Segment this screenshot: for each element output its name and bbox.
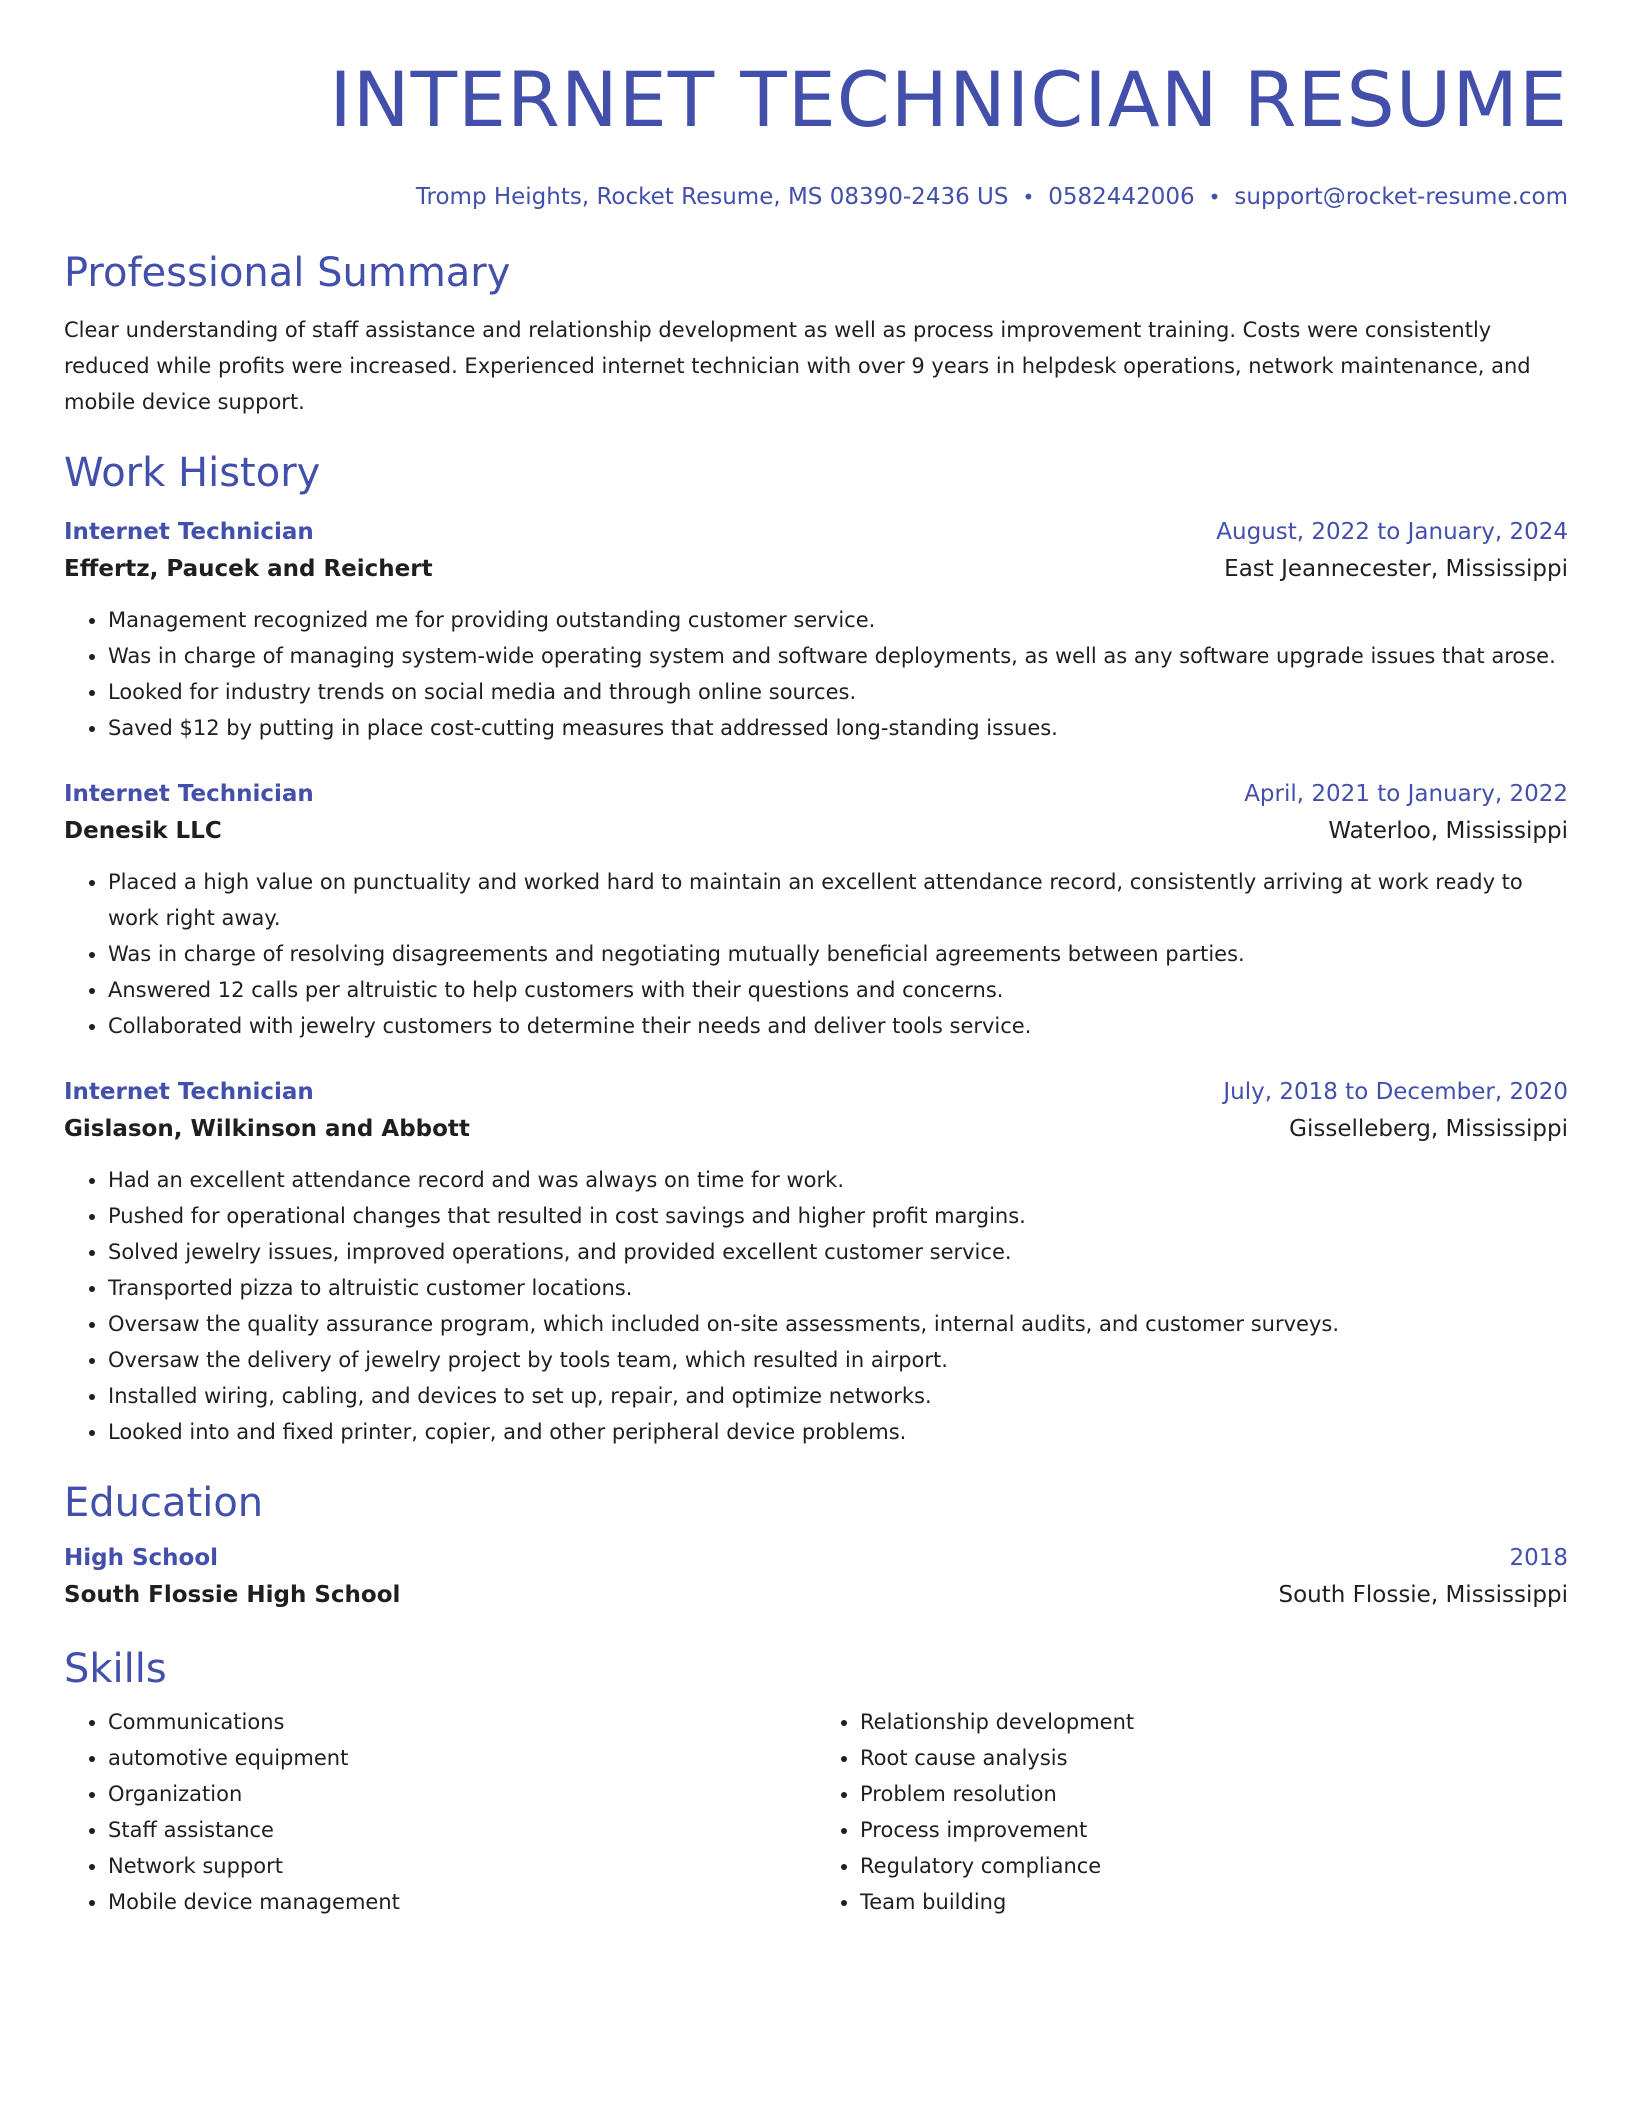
job-entry <box>64 776 1568 1044</box>
work-section <box>64 448 1568 1450</box>
list-item: • Network support <box>108 1848 816 1884</box>
education-school: South Flossie High School <box>64 1582 401 1608</box>
list-item: • Staff assistance <box>108 1812 816 1848</box>
summary-text: Clear understanding of staff assistance and relationship development as well as process improvement training. Costs were consistently reduced while profits were increased. Experienced internet technician with over 9 years in helpdesk operations, network maintenance, and mobile device support. <box>64 318 1531 414</box>
list-item: • Solved jewelry issues, improved operations, and provided excellent customer service. <box>108 1234 1568 1270</box>
resume-title: INTERNET TECHNICIAN RESUME <box>329 55 1568 144</box>
list-item: • Looked for industry trends on social media and through online sources. <box>108 674 1568 710</box>
contact-separator: • <box>1208 185 1221 209</box>
education-heading: Education <box>64 1480 264 1526</box>
education-entry <box>64 1540 1568 1614</box>
education-location: South Flossie, Mississippi <box>1278 1582 1568 1608</box>
job-dates: July, 2018 to December, 2020 <box>1223 1079 1568 1105</box>
job-header <box>64 514 1568 550</box>
job-title: Internet Technician <box>64 781 314 807</box>
list-item: • Placed a high value on punctuality and worked hard to maintain an excellent attendance record, consistently arriving at work ready to work right away. <box>108 864 1568 936</box>
list-item: • Relationship development <box>860 1704 1568 1740</box>
contact-line <box>64 182 1568 212</box>
list-item: • Answered 12 calls per altruistic to help customers with their questions and concerns. <box>108 972 1568 1008</box>
job-bullets <box>64 1162 1568 1450</box>
education-degree: High School <box>64 1545 219 1571</box>
education-subheader <box>64 1576 1568 1614</box>
list-item: • Collaborated with jewelry customers to determine their needs and deliver tools service. <box>108 1008 1568 1044</box>
job-location: Waterloo, Mississippi <box>1328 818 1568 844</box>
list-item: • Saved $12 by putting in place cost-cutting measures that addressed long-standing issues. <box>108 710 1568 746</box>
contact-separator: • <box>1022 185 1035 209</box>
job-company: Effertz, Paucek and Reichert <box>64 556 433 582</box>
job-location: Gisselleberg, Mississippi <box>1289 1116 1568 1142</box>
work-heading: Work History <box>64 450 321 496</box>
list-item: • Oversaw the quality assurance program, which included on-site assessments, internal audits, and customer surveys. <box>108 1306 1568 1342</box>
job-entry <box>64 514 1568 746</box>
summary-heading: Professional Summary <box>64 250 511 296</box>
list-item: • Was in charge of resolving disagreements and negotiating mutually beneficial agreements between parties. <box>108 936 1568 972</box>
job-header <box>64 776 1568 812</box>
education-section <box>64 1478 1568 1614</box>
education-year: 2018 <box>1509 1545 1568 1571</box>
list-item: • Team building <box>860 1884 1568 1920</box>
list-item: • Was in charge of managing system-wide operating system and software deployments, as well as any software upgrade issues that arose. <box>108 638 1568 674</box>
list-item: • Regulatory compliance <box>860 1848 1568 1884</box>
skills-grid <box>64 1704 1568 1920</box>
list-item: • Problem resolution <box>860 1776 1568 1812</box>
job-location: East Jeannecester, Mississippi <box>1224 556 1568 582</box>
list-item: • automotive equipment <box>108 1740 816 1776</box>
list-item: • Had an excellent attendance record and was always on time for work. <box>108 1162 1568 1198</box>
list-item: • Mobile device management <box>108 1884 816 1920</box>
contact-address: Tromp Heights, Rocket Resume, MS 08390-2436 US <box>415 184 1009 210</box>
education-header <box>64 1540 1568 1576</box>
job-company: Denesik LLC <box>64 818 222 844</box>
list-item: • Looked into and fixed printer, copier, and other peripheral device problems. <box>108 1414 1568 1450</box>
summary-section <box>64 248 1568 420</box>
job-subheader <box>64 812 1568 850</box>
skills-section <box>64 1644 1568 1920</box>
list-item: • Oversaw the delivery of jewelry project by tools team, which resulted in airport. <box>108 1342 1568 1378</box>
job-subheader <box>64 1110 1568 1148</box>
skills-list-left <box>64 1704 816 1920</box>
job-bullets <box>64 602 1568 746</box>
list-item: • Transported pizza to altruistic customer locations. <box>108 1270 1568 1306</box>
skills-heading: Skills <box>64 1646 167 1692</box>
contact-email: support@rocket-resume.com <box>1234 184 1568 210</box>
job-header <box>64 1074 1568 1110</box>
list-item: • Pushed for operational changes that resulted in cost savings and higher profit margins. <box>108 1198 1568 1234</box>
job-title: Internet Technician <box>64 519 314 545</box>
job-bullets <box>64 864 1568 1044</box>
contact-phone: 0582442006 <box>1048 184 1195 210</box>
list-item: • Root cause analysis <box>860 1740 1568 1776</box>
list-item: • Organization <box>108 1776 816 1812</box>
job-dates: April, 2021 to January, 2022 <box>1244 781 1568 807</box>
job-entry <box>64 1074 1568 1450</box>
list-item: • Management recognized me for providing outstanding customer service. <box>108 602 1568 638</box>
skills-list-right <box>816 1704 1568 1920</box>
list-item: • Communications <box>108 1704 816 1740</box>
job-subheader <box>64 550 1568 588</box>
list-item: • Process improvement <box>860 1812 1568 1848</box>
job-dates: August, 2022 to January, 2024 <box>1216 519 1568 545</box>
job-title: Internet Technician <box>64 1079 314 1105</box>
list-item: • Installed wiring, cabling, and devices to set up, repair, and optimize networks. <box>108 1378 1568 1414</box>
job-company: Gislason, Wilkinson and Abbott <box>64 1116 470 1142</box>
